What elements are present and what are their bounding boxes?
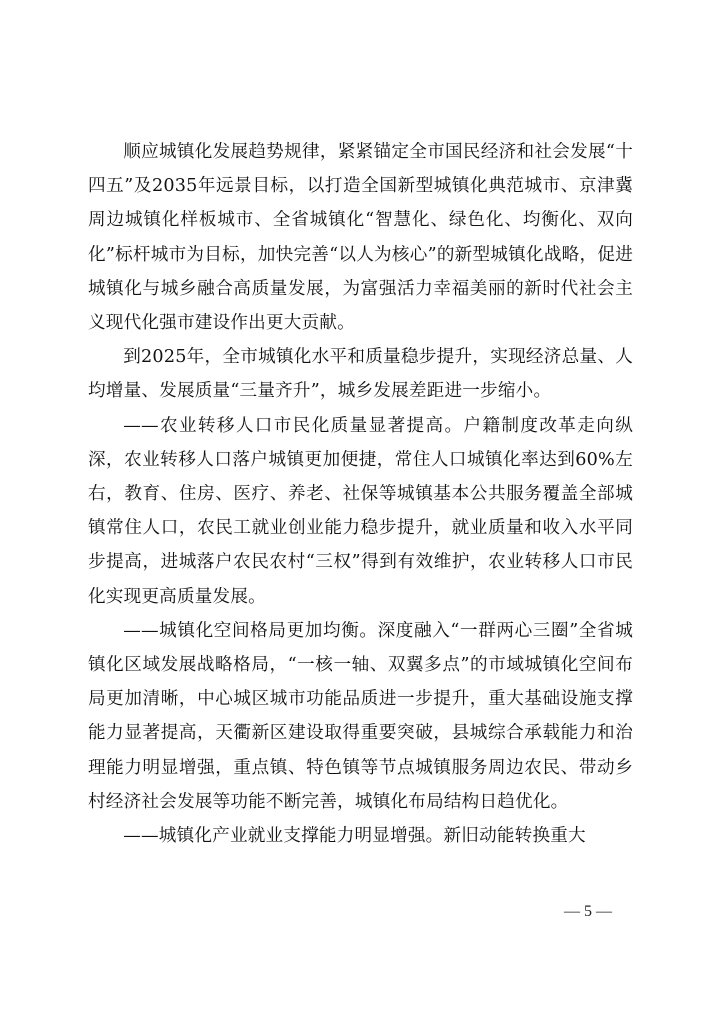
page-number: — 5 —: [564, 903, 612, 920]
paragraph-industry-employment: ——城镇化产业就业支撑能力明显增强。新旧动能转换重大: [123, 826, 586, 847]
paragraph-intro: 顺应城镇化发展趋势规律，紧紧锚定全市国民经济和社会发展“十四五”及2035年远景目标，以打造全国新型城镇化典范城市、京津冀周边城镇化样板城市、全省城镇化“智慧化、绿色化、均衡化、双向化”标杆城市为目标，加快完善“以人为核心”的新型城镇化战略，促进城镇化与城乡融合高质量发展，为富强活力幸福美丽的新时代社会主义现代化强市建设作出更大贡献。: [88, 142, 633, 334]
paragraph-2025-goal: 到2025年，全市城镇化水平和质量稳步提升，实现经济总量、人均增量、发展质量“三量齐升”，城乡发展差距进一步缩小。: [88, 347, 633, 402]
paragraph-spatial-layout: ——城镇化空间格局更加均衡。深度融入“一群两心三圈”全省城镇化区域发展战略格局，“一核一轴、双翼多点”的市域城镇化空间布局更加清晰，中心城区城市功能品质进一步提升，重大基础设施支撑能力显著提高，天衢新区建设取得重要突破，县城综合承载能力和治理能力明显增强，重点镇、特色镇等节点城镇服务周边农民、带动乡村经济社会发展等功能不断完善，城镇化布局结构日趋优化。: [88, 620, 633, 812]
paragraph-migrant-urbanization: ——农业转移人口市民化质量显著提高。户籍制度改革走向纵深，农业转移人口落户城镇更加便捷，常住人口城镇化率达到60%左右，教育、住房、医疗、养老、社保等城镇基本公共服务覆盖全部城镇常住人口，农民工就业创业能力稳步提升，就业质量和收入水平同步提高，进城落户农民农村“三权”得到有效维护，农业转移人口市民化实现更高质量发展。: [88, 415, 633, 607]
body-text: [88, 135, 633, 853]
